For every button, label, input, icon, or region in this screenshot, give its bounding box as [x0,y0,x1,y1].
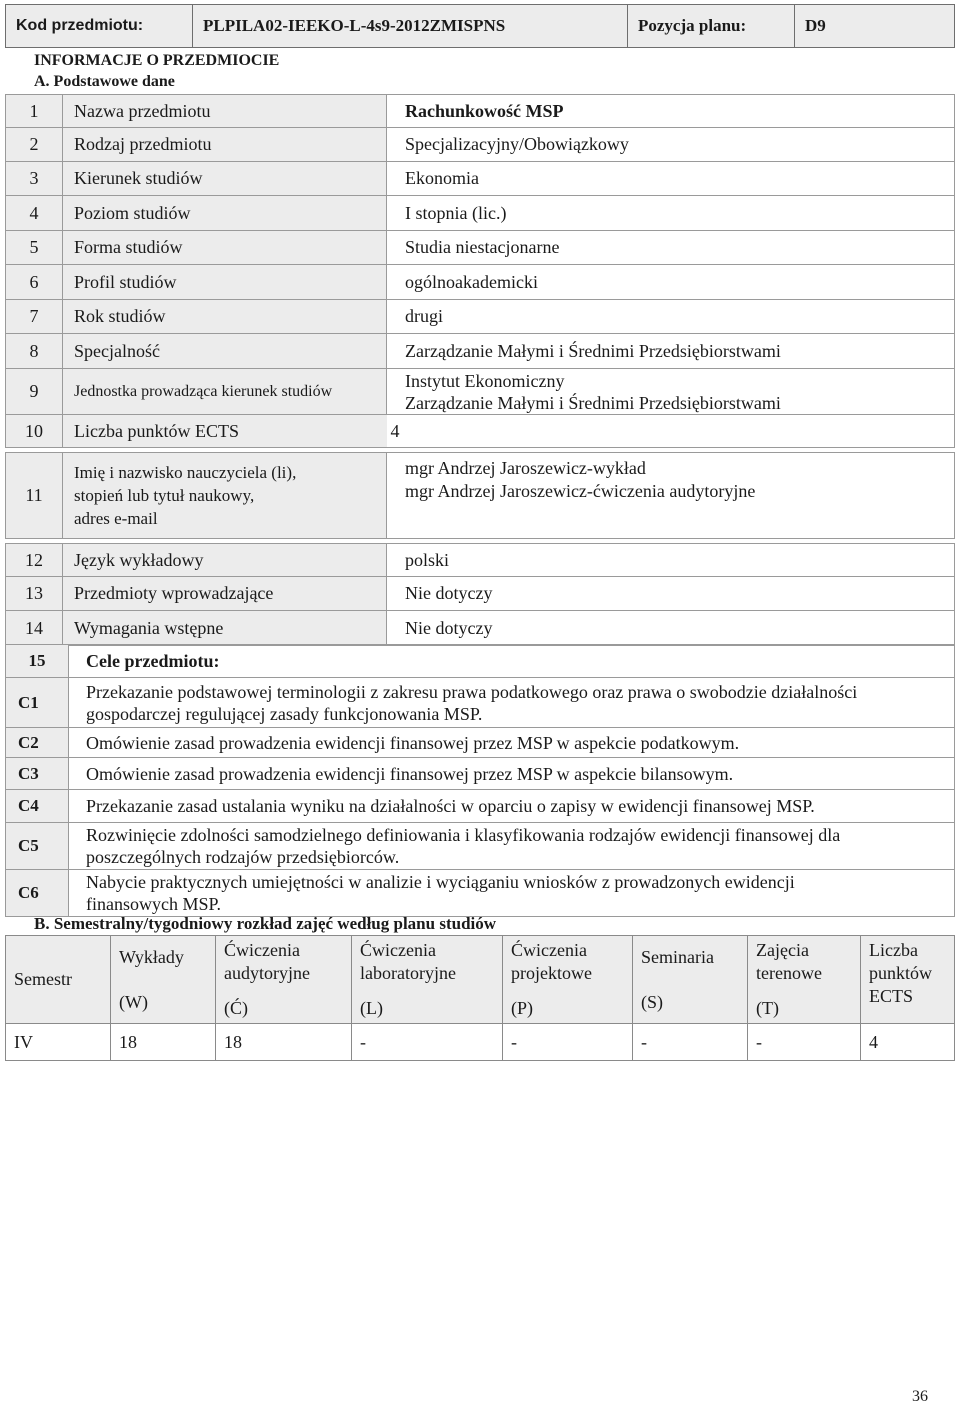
course-name-value: Rachunkowość MSP [387,95,955,128]
row-number: 7 [6,300,63,334]
row-label: Liczba punktów ECTS [63,415,387,448]
goal-row [6,870,955,917]
course-header [5,4,955,48]
teacher-line: mgr Andrzej Jaroszewicz-wykład [405,458,646,478]
goal-code: C3 [6,758,69,790]
row-value: Nie dotyczy [387,577,955,611]
goal-code: C2 [6,728,69,758]
row-number: 1 [6,95,63,128]
row-number: 6 [6,265,63,300]
row-label: Poziom studiów [63,196,387,231]
goal-line: gospodarczej regulującej zasady funkcjonowania MSP. [86,703,483,724]
table-row [6,334,955,369]
ects-value: 4 [387,415,955,448]
seminar-header: Seminaria (S) [633,936,748,1024]
row-value: Ekonomia [387,162,955,196]
table-row [6,162,955,196]
label-line: adres e-mail [74,509,158,528]
row-value: drugi [387,300,955,334]
laboratory-header: Ćwiczenia laboratoryjne (L) [352,936,503,1024]
goals-table [5,644,955,917]
auditory-header: Ćwiczenia audytoryjne (Ć) [216,936,352,1024]
table-row [6,265,955,300]
table-row [6,128,955,162]
table-row [6,95,955,128]
goal-code: C5 [6,823,69,870]
row-value: Specjalizacyjny/Obowiązkowy [387,128,955,162]
goal-line: Nabycie praktycznych umiejętności w analizie i wyciąganiu wniosków z prowadzonych ewidencji [86,872,795,892]
table-row [6,645,955,678]
row-value [387,369,955,415]
row-number: 5 [6,231,63,265]
course-code-value: PLPILA02-IEEKO-L-4s9-2012ZMISPNS [193,5,628,48]
goal-line: Rozwinięcie zdolności samodzielnego definiowania i klasyfikowania rodzajów ewidencji finansowej dla [86,825,841,845]
lecture-header: Wykłady (W) [111,936,216,1024]
row-value: Nie dotyczy [387,611,955,646]
row-label: Język wykładowy [63,544,387,577]
goal-text [69,870,955,917]
table-row [6,453,955,539]
table-row [6,196,955,231]
section-a-heading: A. Podstawowe dane [34,73,175,90]
section-b-heading: B. Semestralny/tygodniowy rozkład zajęć według planu studiów [34,914,497,933]
table-row [6,577,955,611]
goal-code: C4 [6,790,69,823]
table-row [6,300,955,334]
row-label: Rodzaj przedmiotu [63,128,387,162]
row-number: 9 [6,369,63,415]
goal-line: poszczególnych rodzajów przedsiębiorców. [86,847,400,867]
ects-header: Liczba punktów ECTS [861,936,955,1024]
goal-text [69,678,955,728]
row-label: Kierunek studiów [63,162,387,196]
row-number: 2 [6,128,63,162]
goal-row [6,678,955,728]
row-number: 4 [6,196,63,231]
field-cell: - [748,1024,861,1061]
unit-line: Zarządzanie Małymi i Średnimi Przedsiębiorstwami [405,392,781,413]
goal-code: C1 [6,678,69,728]
goal-code: C6 [6,870,69,917]
course-code-label: Kod przedmiotu: [6,5,193,48]
semester-header: Semestr [6,936,111,1024]
goal-row [6,728,955,758]
row-value: Studia niestacjonarne [387,231,955,265]
label-line: Imię i nazwisko nauczyciela (li), [74,463,297,482]
table-row [6,369,955,415]
goal-line: Przekazanie podstawowej terminologii z zakresu prawa podatkowego oraz prawa o swobodzie działalności [86,681,858,702]
table-row [6,415,955,448]
row-label: Profil studiów [63,265,387,300]
goal-row [6,758,955,790]
goal-text: Przekazanie zasad ustalania wyniku na działalności w oparciu o zapisy w ewidencji finansowej MSP. [69,790,955,823]
row-number: 3 [6,162,63,196]
schedule-row [6,1024,955,1061]
label-line: stopień lub tytuł naukowy, [74,486,255,505]
row-number: 11 [6,453,63,539]
teacher-line: mgr Andrzej Jaroszewicz-ćwiczenia audytoryjne [405,481,756,501]
row-number: 10 [6,415,63,448]
schedule-table [5,935,955,1061]
row-number: 14 [6,611,63,646]
plan-position-label: Pozycja planu: [628,5,795,48]
row-value: polski [387,544,955,577]
table-row [6,611,955,646]
row-label: Forma studiów [63,231,387,265]
unit-line: Instytut Ekonomiczny [405,370,565,391]
row-label: Jednostka prowadząca kierunek studiów [63,369,387,415]
auditory-cell: 18 [216,1024,352,1061]
table-row [6,231,955,265]
goal-text [69,823,955,870]
row-value: Zarządzanie Małymi i Średnimi Przedsiębiorstwami [387,334,955,369]
row-value: ogólnoakademicki [387,265,955,300]
plan-position-value: D9 [795,5,955,48]
goal-text: Omówienie zasad prowadzenia ewidencji finansowej przez MSP w aspekcie bilansowym. [69,758,955,790]
row-number: 13 [6,577,63,611]
row-label [63,453,387,539]
row-value: I stopnia (lic.) [387,196,955,231]
page-number: 36 [912,1388,928,1405]
row-label: Wymagania wstępne [63,611,387,646]
row-label: Rok studiów [63,300,387,334]
basic-data-table [5,94,955,646]
goal-line: finansowych MSP. [86,894,222,914]
field-header: Zajęcia terenowe (T) [748,936,861,1024]
section-info-heading: INFORMACJE O PRZEDMIOCIE [34,52,280,69]
table-row [6,544,955,577]
project-cell: - [503,1024,633,1061]
project-header: Ćwiczenia projektowe (P) [503,936,633,1024]
seminar-cell: - [633,1024,748,1061]
row-number: 12 [6,544,63,577]
ects-cell: 4 [861,1024,955,1061]
row-number: 8 [6,334,63,369]
row-label: Specjalność [63,334,387,369]
schedule-header-row [6,936,955,1024]
goal-row [6,823,955,870]
row-value [387,453,955,539]
laboratory-cell: - [352,1024,503,1061]
goal-row [6,790,955,823]
goals-title: Cele przedmiotu: [69,645,955,678]
lecture-cell: 18 [111,1024,216,1061]
row-label: Przedmioty wprowadzające [63,577,387,611]
row-label: Nazwa przedmiotu [63,95,387,128]
row-number: 15 [6,645,69,678]
semester-cell: IV [6,1024,111,1061]
goal-text: Omówienie zasad prowadzenia ewidencji finansowej przez MSP w aspekcie podatkowym. [69,728,955,758]
